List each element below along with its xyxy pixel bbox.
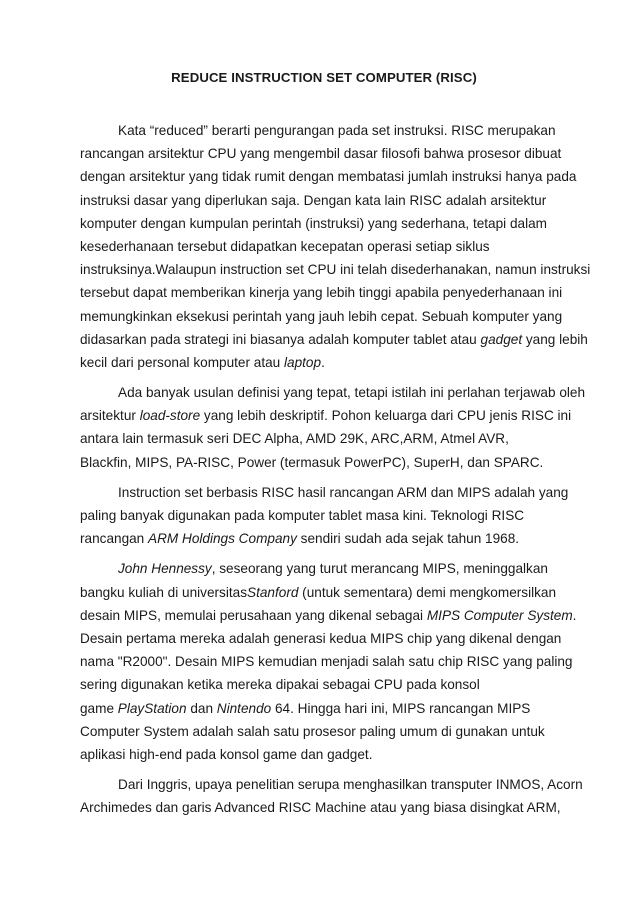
text-line bbox=[80, 581, 582, 604]
text-line bbox=[80, 604, 582, 627]
italic-text-run: load-store bbox=[139, 408, 201, 424]
text-line bbox=[80, 427, 582, 450]
text-line bbox=[80, 142, 582, 165]
text-run: tersebut dapat memberikan kinerja yang lebih tinggi apabila penyederhanaan ini bbox=[80, 285, 563, 301]
text-run: Archimedes dan garis Advanced RISC Machine atau yang biasa disingkat ARM, bbox=[80, 800, 561, 816]
text-run: sering digunakan ketika mereka dipakai sebagai CPU pada konsol bbox=[80, 677, 480, 693]
text-line bbox=[80, 281, 582, 304]
text-line bbox=[80, 381, 586, 404]
text-run: dengan arsitektur yang tidak rumit dengan membatasi jumlah instruksi hanya pada bbox=[80, 169, 577, 185]
text-run: Desain pertama mereka adalah generasi kedua MIPS chip yang dikenal dengan bbox=[80, 630, 562, 646]
text-line bbox=[80, 258, 591, 281]
italic-text-run: Stanford bbox=[247, 584, 299, 600]
paragraph bbox=[80, 381, 586, 474]
text-line bbox=[80, 743, 582, 766]
text-run: komputer dengan kumpulan perintah (instruksi) yang sederhana, tetapi dalam bbox=[80, 215, 547, 231]
text-run: arsitektur bbox=[80, 408, 140, 424]
text-line bbox=[80, 796, 582, 819]
text-run: game bbox=[80, 700, 118, 716]
text-run: . bbox=[321, 354, 325, 370]
text-line bbox=[80, 720, 582, 743]
text-line bbox=[80, 235, 582, 258]
text-line bbox=[80, 627, 582, 650]
italic-text-run: ARM Holdings Company bbox=[148, 531, 297, 547]
text-run: Dari Inggris, upaya penelitian serupa menghasilkan transputer INMOS, Acorn bbox=[118, 777, 583, 793]
text-run: aplikasi high-end pada konsol game dan gadget. bbox=[80, 746, 373, 762]
text-line bbox=[80, 189, 582, 212]
text-line bbox=[80, 697, 582, 720]
text-run: , seseorang yang turut merancang MIPS, meninggalkan bbox=[211, 561, 548, 577]
text-run: bangku kuliah di universitas bbox=[80, 584, 248, 600]
text-line bbox=[80, 119, 582, 142]
text-line bbox=[80, 773, 582, 796]
text-line bbox=[80, 404, 582, 427]
paragraph bbox=[80, 119, 591, 374]
paragraph bbox=[80, 481, 582, 551]
text-run: sendiri sudah ada sejak tahun 1968. bbox=[296, 531, 520, 547]
text-line bbox=[80, 650, 582, 673]
text-run: 64. Hingga hari ini, MIPS rancangan MIPS bbox=[271, 700, 531, 716]
text-run: Blackfin, MIPS, PA-RISC, Power (termasuk PowerPC), SuperH, dan SPARC. bbox=[80, 454, 544, 470]
text-run: Kata “reduced” berarti pengurangan pada set instruksi. RISC merupakan bbox=[118, 123, 556, 138]
text-run: paling banyak digunakan pada komputer tablet masa kini. Teknologi RISC bbox=[80, 508, 525, 523]
text-line bbox=[80, 557, 582, 580]
text-run: Instruction set berbasis RISC hasil rancangan ARM dan MIPS adalah yang bbox=[118, 484, 569, 500]
text-line bbox=[80, 212, 582, 235]
text-run: kesederhanaan tersebut didapatkan kecepatan operasi setiap siklus bbox=[80, 238, 490, 254]
italic-text-run: John Hennessy bbox=[118, 561, 212, 577]
text-run: dan bbox=[186, 700, 217, 716]
text-run: antara lain termasuk seri DEC Alpha, AMD 29K, ARC,ARM, Atmel AVR, bbox=[80, 431, 509, 447]
text-line bbox=[80, 328, 588, 351]
text-line bbox=[80, 351, 582, 374]
paragraph bbox=[80, 773, 582, 819]
text-run: Ada banyak usulan definisi yang tepat, tetapi istilah ini perlahan terjawab oleh bbox=[118, 385, 586, 401]
text-run: didasarkan pada strategi ini biasanya adalah komputer tablet atau bbox=[80, 331, 481, 347]
text-line bbox=[80, 165, 582, 188]
italic-text-run: gadget bbox=[480, 331, 523, 347]
text-run: rancangan bbox=[80, 531, 149, 547]
text-line bbox=[80, 673, 582, 696]
document-title: REDUCE INSTRUCTION SET COMPUTER (RISC) bbox=[171, 70, 477, 85]
text-line bbox=[80, 504, 582, 527]
text-run: desain MIPS, memulai perusahaan yang dikenal sebagai bbox=[80, 607, 427, 623]
text-run: kecil dari personal komputer atau bbox=[80, 354, 285, 370]
italic-text-run: PlayStation bbox=[117, 700, 187, 716]
text-run: instruksi dasar yang diperlukan saja. Dengan kata lain RISC adalah arsitektur bbox=[80, 192, 547, 208]
text-line bbox=[80, 451, 582, 474]
text-run: memungkinkan eksekusi perintah yang jauh lebih cepat. Sebuah komputer yang bbox=[80, 308, 563, 324]
italic-text-run: MIPS Computer System bbox=[426, 607, 573, 623]
text-run: Computer System adalah salah satu prosesor paling umum di gunakan untuk bbox=[80, 723, 545, 739]
paragraph bbox=[80, 557, 582, 766]
text-run: . bbox=[572, 607, 577, 623]
italic-text-run: laptop bbox=[284, 354, 322, 370]
text-run: yang lebih deskriptif. Pohon keluarga dari CPU jenis RISC ini bbox=[200, 408, 572, 424]
text-run: (untuk sementara) demi mengkomersilkan bbox=[298, 584, 557, 600]
text-run: nama "R2000". Desain MIPS kemudian menjadi salah satu chip RISC yang paling bbox=[80, 654, 573, 670]
text-run: instruksinya.Walaupun instruction set CPU ini telah disederhanakan, namun instruksi bbox=[80, 262, 591, 278]
text-run: rancangan arsitektur CPU yang mengembil dasar filosofi bahwa prosesor dibuat bbox=[80, 146, 562, 162]
document-body bbox=[80, 119, 591, 819]
italic-text-run: Nintendo bbox=[216, 700, 272, 716]
text-line bbox=[80, 305, 582, 328]
text-line bbox=[80, 481, 582, 504]
text-run: yang lebih bbox=[522, 331, 588, 347]
text-line bbox=[80, 527, 582, 550]
